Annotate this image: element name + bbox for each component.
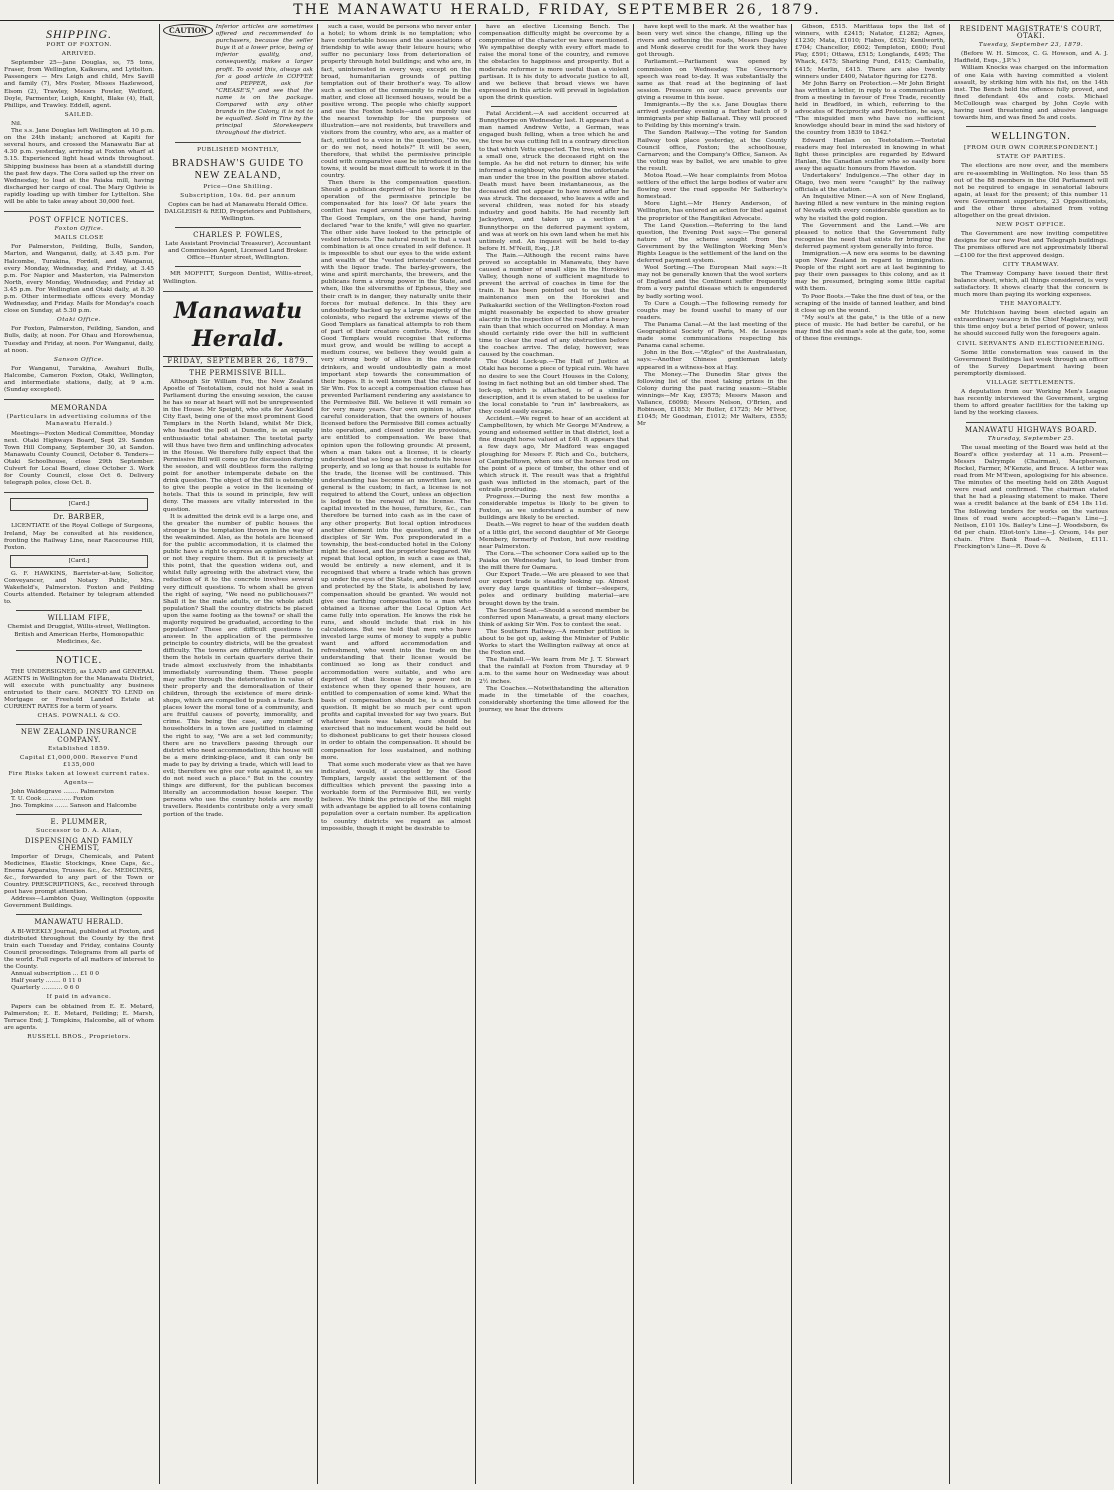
issue-dateline: FRIDAY, SEPTEMBER 26, 1879.	[163, 356, 313, 367]
highways-board-text: The usual meeting of the Board was held at the Board's office yesterday at 11 a.m. Present—Messrs Dalrymple (Chairman), Macpherson, Rockel, Farmer, M'Kenzie, and Bruce. A letter was read from Mr M'Ewen, apologising for his absence. The minutes of the meeting held on 28th August were read and confirmed. The chairman stated that he had a pleasing statement to make. There was a credit balance at the bank of £54 18s 11d. The following tenders for works on the various lines of road were accepted:—Fagan's Line—J. Neilson, £101 10s. Bailey's Line—J. Woodsborn, 6s 6d per chain. Eliot-ton's Line—J. Orsom, 14s per chain. Fitre Bank Road—A. Neilson, £111. Freckington's Line—R. Dove &	[954, 444, 1108, 550]
divider	[966, 422, 1096, 423]
insurance-agents-label: Agents—	[63, 779, 95, 786]
column-rule	[791, 24, 792, 1484]
masthead	[0, 0, 1114, 21]
divider	[16, 814, 142, 815]
foxton-mails-text: For Palmerston, Feilding, Bulls, Sandon, Marton, and Wanganui, daily, at 3.45 p.m. For Halcombe, Turakina, Fordell, and Wanganui, every Monday, Wednesday, and Friday, at 3.45 p.m. For Napier and Masterton, via Palmerston North, every Monday, Wednesday, and Friday at 3.45 p.m. For Wellington and Otaki daily, at 8.30 p.m. Other intermediate offices every Monday Wednesday, and Friday. Mails for Monday's coach close on Sunday, at 5.30 p.m.	[4, 244, 154, 315]
article-paragraph: It is admitted the drink evil is a large one, and the greater the number of public houses the stronger is the temptation thrown in the way of the weakminded. Also, as the hotels are licensed for the public accommodation, it is claimed the public have a right to express an opinion whether or not they require them. But it is precisely at this point, that the question widens out, and whilst fully agreeing with the abstract view, the reduction of it to the concrete involves several very difficult questions. To whom shall be given the right of saying, "We need no publichouses?" Shall it be the male adults, or the whole adult population? Shall the country districts be placed upon the same footing as the towns? or shall the majority required be graduated, according to the population? These are difficult questions to answer. In the application of the permissive principle to country districts, will be the greatest difficulty. The towns are differently situated. In them the hotels in certain quarters derive their trade almost exclusively from the inhabitants immediately surrounding them. These people may suffer through the deterioration in value of their property and the demoralisation of their children, through the existence of mere drink-shops, which are compelled to push a trade. Such places lower the moral tone of a community, and are fruitful causes of poverty, immorality, and crime. This being the case, any number of householders in a town are justified in claiming the right to say, "We are a set led community; there are no travellers passing through our district who need accommodation; this house will be a mere drinking-place, and it can only be made to pay by driving a trade, which will lead to evil; therefore we give our vote against it, as we do not need such a place." But in the country things are different, for the publican becomes literally an accommodation house keeper. The persons who use the country hotels are mostly travellers. Residents contribute only a very small portion of the trade.	[163, 513, 313, 818]
plummer-name: E. PLUMMER,	[50, 818, 108, 827]
post-office-section: NEW POST OFFICE.	[995, 222, 1067, 229]
plummer-sub: Successor to D. A. Allan,	[36, 828, 122, 835]
moffitt-text: MR MOFFITT, Surgeon Dentist, Willis-street, Wellington.	[163, 271, 313, 285]
herald-subscription-note: If paid in advance.	[46, 994, 112, 1001]
news-item: The Land Question.—Referring to the land question, the Evening Post says:—The general nature of the scheme sought from the Government by the Wellington Working Men's Rights League is the settlement of the land on the deferred payment system.	[637, 222, 787, 265]
bradshaw-copies: Copies can be had at Manawatu Herald Office.	[168, 201, 308, 208]
tramway-section: CITY TRAMWAY.	[1002, 261, 1060, 268]
herald-signature: RUSSELL BROS., Proprietors.	[27, 1033, 131, 1040]
bradshaw-heading: BRADSHAW'S GUIDE TO NEW ZEALAND,	[172, 157, 304, 181]
news-item: Immigration.—A new era seems to be dawning upon New Zealand in regard to immigration. People of the right sort are at last beginning to pay their own passages to this colony, and as it may be presumed, bringing some little capital with them.	[795, 251, 945, 293]
divider	[16, 650, 142, 651]
insurance-agent: John Waldegrave ........ Palmerston	[11, 789, 114, 796]
news-item: The Panama Canal.—At the last meeting of the Geographical Society of Paris, M. de Lesseps made some communications respecting his Panama canal scheme.	[637, 321, 787, 350]
tramway-text: The Tramway Company have issued their first balance sheet, which, all things considered, is very satisfactory. It shows clearly that the concern is much more than paying its working expenses.	[954, 270, 1108, 298]
news-item: To Poor Boots.—Take the fine dust of tea, or the scraping of the inside of tanned leather, and bind it close up on the wound.	[795, 293, 945, 314]
divider	[175, 266, 301, 267]
otaki-mails-text: For Foxton, Palmerston, Feilding, Sandon, and Bulls, daily, at noon. For Ohau and Horowhenua, Tuesday and Friday, at noon. For Wanganui, daily, at noon.	[4, 326, 154, 354]
fowles-name: CHARLES P. FOWLES,	[193, 231, 283, 240]
insurance-heading: NEW ZEALAND INSURANCE COMPANY.	[20, 728, 138, 744]
memoranda-heading: MEMORANDA	[50, 404, 108, 413]
card-label: [Card.]	[10, 498, 148, 511]
article-paragraph: have an elective Licensing Bench. The compensation difficulty might be overcome by a compromise of the character we have mentioned. We sympathise deeply with every effort made to raise the moral tone of the country, and remove the obstacles to happiness and prosperity. But a moderate reformer is more useful than a violent partisan. It is his duty to advocate justice to all, and we believe that broad views we have expressed in this article will prevail in legislation upon the drink question.	[479, 24, 629, 101]
article-paragraph: That some such moderate view as that we have indicated, would, if accepted by the Good Templars, largely assist the settlement of the difficulties which prevent the passing into a workable form of the Permissive Bill, we verily believe. We think the principle of the Bill might with advantage be applied to all towns containing population over a certain number. Its application to country districts we regard as almost impossible, though it might be desirable to	[321, 761, 471, 832]
court-text: William Knocks was charged on the information of one Kaia with having committed a violent assault, by striking him with his fist, on the 14th inst. The Bench held the offence fully proved, and fined defendant 40s and costs. Michael McCollough was charged by John Coyle with having used threatening and abusive language towards him, and was fined 5s and costs.	[954, 65, 1108, 122]
highways-board-date: Thursday, September 25.	[987, 435, 1075, 442]
column-3	[321, 24, 471, 1484]
sanson-office-heading: Sanson Office.	[53, 356, 105, 363]
column-1	[4, 24, 154, 1484]
news-item: The Rainfall.—We learn from Mr J. T. Stewart that the rainfall at Foxton from Thursday at 9 a.m. to the same hour on Wednesday was about 2½ inches.	[479, 657, 629, 685]
news-item: Gibson, £515. Marittaua tops the list of winners, with £2415; Natator, £1282; Agnes, £1230; Mata, £1010; Flabos, £632; Kenilworth, £704; Chancellor, £602; Templeton, £600; Foul Play, £591; Ottawa, £515; Longlands, £495; The Whack, £475; Sharking Fund, £415; Camballo, £415; Merlin, £415. There are also twenty winners under £400, Natator figuring for £278.	[795, 24, 945, 80]
article-heading: THE PERMISSIVE BILL.	[189, 368, 287, 377]
news-item: Death.—We regret to hear of the sudden death of a little girl, the second daughter of Mr George Membery, formerly of Foxton, but now residing near Palmerston.	[479, 522, 629, 550]
fowles-text: Late Assistant Provincial Treasurer), Accountant and Commission Agent, Licensed Land Broker. Office—Hunter street, Wellington.	[165, 241, 311, 262]
insurance-capital: Capital £1,000,000. Reserve Fund £135,000	[19, 754, 139, 768]
column-2	[163, 24, 313, 1484]
news-item: The Otaki Lock-up.—The Hall of Justice at Otaki has become a piece of typical ruin. We have no desire to see the Court Houses in the Colony, losing in fact nothing but an old timber shed. The lock-up, which is attached, is of a similar description, and it is even stated to be useless for the local constable to "run in" lawbreakers, as they could easily escape.	[479, 359, 629, 415]
insurance-agent: T. U. Cook ............... Foxton	[11, 796, 94, 803]
notice-heading: NOTICE.	[55, 654, 103, 666]
herald-subscription-annual: Annual subscription ... £1 0 0	[11, 971, 99, 978]
column-rule	[633, 24, 634, 1484]
article-paragraph: Although Sir William Fox, the New Zealand Apostle of Teetotalism, could not hold a seat in Parliament during the ensuing session, the cause he has so near at heart will not be unrepresented in the House. Mr Speight, who sits for Auckland City East, being one of the most prominent Good Templars in the North Island, whilst Mr Dick, who headed the poll at Dunedin, is an equally enthusiastic total abstainer. The teetotal party will thus have two firm and unflinching advocates in the House. We therefore fully expect that the Permissive Bill will come up for discussion during the session, and will doubtless form the rallying point for another intemperate debate on the drink question. The object of the Bill is ostensibly to give the people a voice in the licensing of hotels. That this is sound in principle, few will deny. The masses are vitally interested in the question.	[163, 378, 313, 513]
news-item: The Southern Railway.—A member petition is about to be got up, asking the Minister of Public Works to start the Wellington railway at once at the Foxton end.	[479, 628, 629, 657]
news-item: Immigrants.—By the s.s. Jane Douglas there arrived yesterday evening a further batch of 9 immigrants per ship Ballaraat. They will proceed to Feilding by this morning's train.	[637, 102, 787, 130]
shipping-heading: SHIPPING.	[46, 27, 112, 41]
wellington-heading: WELLINGTON.	[991, 131, 1071, 143]
foxton-office-heading: Foxton Office.	[54, 226, 104, 233]
herald-subscription-half: Half yearly ........ 0 11 0	[11, 978, 82, 985]
court-date: Tuesday, September 23, 1879.	[978, 42, 1084, 49]
herald-subscription-quarter: Quarterly ........... 0 6 0	[11, 985, 80, 992]
divider	[491, 106, 617, 107]
fife-text: Chemist and Druggist, Willis-street, Wellington. British and American Herbs, Homœopathic Medicines, &c.	[7, 624, 151, 645]
news-item: Undertakers' Indulgence.—The other day in Otago, two men were "caught" by the railway officials at the station.	[795, 172, 945, 194]
shipping-notes: The s.s. Jane Douglas left Wellington at 10 p.m. on the 24th instant; anchored at Kapiti for several hours, and crossed the Manawatu Bar at 4.30 p.m. yesterday, arriving at Foxton wharf at 5.15. Experienced light head winds throughout. Shipping business has been at a standstill during the past few days. The Cora sailed up the river on Wednesday, to load at the Paiaka mill, having discharged her cargo of coal. The Mary Ogilvie is rapidly loading up with timber for Lyttelton. She will be able to take away about 30,000 feet.	[4, 128, 154, 205]
column-5	[637, 24, 787, 1484]
insurance-established: Established 1859.	[47, 745, 111, 752]
column-rule	[317, 24, 318, 1484]
wellington-sub: [FROM OUR OWN CORRESPONDENT.]	[964, 145, 1098, 152]
news-item: The Government and the Land.—We are pleased to notice that the Government fully recognise the need that exists for bringing the deferred payment system generally into force.	[795, 222, 945, 250]
caution-badge: CAUTION	[163, 24, 213, 37]
newspaper-nameplate: Manawatu Herald.	[173, 297, 303, 352]
divider	[163, 291, 313, 292]
column-rule	[949, 24, 950, 1484]
divider	[16, 724, 142, 725]
village-section: VILLAGE SETTLEMENTS.	[986, 380, 1076, 387]
memoranda-sub: (Particulars in advertising columns of the Manawatu Herald.)	[6, 414, 152, 428]
news-item: Progress.—During the next few months a considerable impetus is likely to be given to Foxton, as we understand a number of new buildings are likely to be erected.	[479, 494, 629, 522]
news-item: More Light.—Mr Henry Anderson, of Wellington, has entered an action for libel against the proprietor of the Rangitikei Advocate.	[637, 201, 787, 222]
port-heading: PORT OF FOXTON.	[46, 42, 112, 48]
mails-close-label: MAILS CLOSE	[54, 235, 104, 242]
divider	[175, 142, 301, 143]
bradshaw-frequency: PUBLISHED MONTHLY,	[196, 146, 280, 153]
news-item: Our Export Trade.—We are pleased to see that our export trade is steadily looking up. Almost every day large quantities of timber—sleepers, poles and ordinary building material—are brought down by the train.	[479, 572, 629, 607]
divider	[4, 492, 154, 493]
news-item: Wool Sorting.—The European Mail says:—It may not be generally known that the wool sorters of England and the Continent suffer frequently from a very painful disease which is engendered by badly sorting wool.	[637, 265, 787, 300]
sailed-label: SAILED.	[64, 111, 94, 118]
plummer-text: Importer of Drugs, Chemicals, and Patent Medicines, Elastic Stockings, Knee Caps, &c., Enema Apparatus, Trusses &c., &c. MEDICINES, &c., forwarded to any part of the Town or Country. PRESCRIPTIONS, &c., received through post have prompt attention.	[4, 853, 154, 896]
notice-text: THE UNDERSIGNED, as LAND and GENERAL AGENTS in Wellington for the Manawatu District, will execute with punctuality any business entrusted to their care. MONEY TO LEND on Mortgage or Freehold Landed Estate at CURRENT RATES for a term of years.	[4, 668, 154, 711]
column-rule	[159, 24, 160, 1484]
divider	[4, 211, 154, 212]
village-text: A deputation from our Working Men's League has recently interviewed the Government, urging them to afford greater facilities for the taking up land by the working classes.	[954, 389, 1108, 417]
sailed-text: Nil.	[11, 120, 22, 127]
bradshaw-signature: DALGLEISH & REID, Proprietors and Publishers, Wellington.	[164, 208, 312, 222]
post-office-text: The Government are now inviting competitive designs for our new Post and Telegraph buildings. The premises offered are not approximately liberal—£100 for the first approved design.	[954, 231, 1108, 259]
news-item: The Coaches.—Notwithstanding the alteration made in the timetable of the coaches, considerably shortening the time allowed for the journey, we hear the drivers	[479, 685, 629, 713]
memoranda-text: Meetings—Foxton Medical Committee, Monday next. Otaki Highways Board, Sept 29. Sandon Town Hill Company, September 30, at Sandon. Manawatu County Council, October 6. Tenders—Otaki Schoolhouse, close 29th September. Culvert for Local Board, close October 3. Work for County Council, close Oct 6. Delivery telegraph poles, close Oct. 8.	[4, 430, 154, 487]
article-paragraph: such a case, would be persons who never enter a hotel; to whom drink is no temptation; who have comfortable houses and the associations of friendship to wile away their leisure hours; who suffer no pecuniary loss from deterioration of property through hotel buildings; and who are, in fact, uninterested in every way, except on the broad, humanitarian grounds of putting temptation out of their brother's way. To allow such a section of the community to rule in the matter, and close all licensed houses, would be a positive wrong. The people who chiefly support and use the Foxton hotels—and we merely use the nearest township for the purposes of illustration—are not residents, but travellers and visitors from the country, who are, as a matter of fact, entitled to a voice in the question, "Do we, or do we not, need hotels?" It will be seen, therefore, that whilst the permissive principle could with comparative ease be introduced in the towns, it would be most difficult to work it in the country.	[321, 24, 471, 179]
highways-board-heading: MANAWATU HIGHWAYS BOARD.	[964, 425, 1098, 434]
column-rule	[475, 24, 476, 1484]
article-paragraph: Then there is the compensation question. Should a publican deprived of his license by the operation of the permissive principle be compensated for his loss? Of late years the conflict has raged around this particular point. The Good Templars, on the one hand, having declared "war to the knife," will give no quarter. The other side have looked to the principle of vested interests. The natural result is that a vast combination is at once created in self defence. It is impossible to shut our eyes to the wide extent and wealth of the "vested interests" connected with the liquor trade. The barley-growers, the wine and spirit merchants, the brewers, and the publicans form a strong power in the State, and when, like the silversmiths of Ephesus, they see their craft is in danger, they naturally unite their forces for mutual defence. In this they are undoubtedly backed up by a large majority of the colonists, who regard the extreme views of the Good Templars as fanatical attempts to rob them of part of their creature comforts. Now, if the Good Templars would recognise that reforms must grow, and would be willing to accept a medium course, we believe they would gain a very strong body of allies in the moderate drinkers, and would undoubtedly gain a most important step towards the consummation of their hopes. It is well known that the refusal of Sir Wm. Fox to accept a compensation clause has prevented Parliament rendering any assistance to the Permissive Bill. We believe it will remain so for very many years. Our own opinion is, after careful consideration, that the owners of houses licensed before the Permissive Bill comes actually into operation, and closed under its provisions, are entitled to compensation. We base that opinion upon the following grounds: At present, when a man takes out a license, it is clearly understood that so long as he conducts his house properly, and so long as that house is suitable for the trade, the license will be continued. This understanding has become an unwritten law, so general is the custom; in fact, a license is not required to attend the Court, unless an objection is lodged to the renewal of his license. The capital invested in the house, furniture, &c., can therefore be turned into cash as in the case of any other property. But local option introduces another element into the question, and if the disciples of Sir Wm. Fox preponderated in a township, the best-conducted hotel in the Colony might be closed, and the proprietor beggared. We repeat that local option, in such a case as that, would be entirely a new element, and it is recognised that where a trade which has grown up under the eyes of the State, and been fostered and protected by the State, is abolished by law, compensation should be granted. We would not give one farthing compensation to a man who obtained a license after the Local Option Act came fully into operation. He knows the risk he runs, and should include that risk in his calculations. But we hold that men who have invested large sums of money to supply a public want and afford accommodation and refreshment, who went into the trade on the understanding that their license would be continued so long as their conduct and accommodation were suitable, and who are deprived of that license by a power not in existence when they opened their houses, are entitled to compensation of some kind. What the basis of compensation should be, is a difficult question. It might be so much per cent upon profits and capital invested for say two years. But whatever basis was taken, care should be exercised that no inducement would be held out to dishonest publicans to get their houses closed in order to obtain the compensation. It should be compensation for loss sustained, and nothing more.	[321, 180, 471, 761]
herald-ad-text: A BI-WEEKLY Journal, published at Foxton, and distributed throughout the County by the first train each Tuesday and Friday, contains County Council proceedings. Telegrams from all parts of the world. Full reports of all matters of interest to the County.	[4, 928, 154, 971]
news-item: An Inquisitive Miner.—A son of New England, having filled a new venture in the mining region of Nevada with every considerable question as to why he visited the gold region.	[795, 194, 945, 222]
civil-servants-text: Some little consternation was caused in the Government Buildings last week through an officer of the Survey Department having been peremptorily dismissed.	[954, 349, 1108, 377]
bradshaw-price: Price—One Shilling.	[203, 183, 273, 190]
news-item: Motoa Road.—We hear complaints from Motoa settlers of the effect the large bodies of water are flowing over the road opposite Mr Satherley's homestead.	[637, 172, 787, 201]
bradshaw-subscription: Subscription, 10s. 6d. per annum	[180, 192, 296, 199]
civil-servants-section: CIVIL SERVANTS AND ELECTIONEERING.	[956, 340, 1105, 347]
page-columns	[4, 24, 1110, 1484]
post-office-heading: POST OFFICE NOTICES.	[29, 216, 129, 225]
wellington-text: The elections are now over, and the members are re-assembling in Wellington. No less than 55 out of the 88 members in the Old Parliament will not be required to engage in senatorial labours again, at least for the present; of this number 11 were Government supporters, 23 Oppositionists, and the other three abstained from voting altogether on the great division.	[954, 163, 1108, 220]
news-item: Fatal Accident.—A sad accident occurred at Bunnythorpe on Wednesday last. It appears that a man named Andrew Vette, a German, was engaged bush felling, when a tree which he and the tree he was cutting fell in a contrary direction to that which Vette expected. The tree, which was a small one, struck the deceased right on the temple. As he did not return to dinner, his wife informed a neighbour, who found the unfortunate man under the tree in the position above stated. Death must have been instantaneous, as the deceased did not appear to have moved after he was struck. The deceased, who leaves a wife and several children, was noted for his steady industry and good habits. He had recently left Jacksytown, and taken up a section at Bunnythorpe on the deferred payment system, and was at work on his own land when he met his untimely end. An inquest will be held to-day before H. M'Neill, Esq., J.P.	[479, 111, 629, 252]
herald-ad-heading: MANAWATU HERALD.	[34, 918, 124, 927]
column-7	[954, 24, 1108, 1484]
card-label: [Card.]	[10, 555, 148, 568]
news-item: John in the Box.—"Ægles" of the Australasian, says:—Another Chinese gentleman lately appeared in a witness-box at Hay.	[637, 350, 787, 371]
news-item: Accident.—We regret to hear of an accident at Campbelltown, by which Mr George M'Andrew, a young and esteemed settler in that district, lost a fine draught horse valued at £40. It appears that a few days ago, Mr Madford was engaged ploughing for Messrs F. Rich and Co., butchers, of Campbelltown, when one of the horses trod on the point of a piece of timber, the other end of which struck it. The result was that a frightful gash was inflicted in the stomach, part of the entrails protruding.	[479, 416, 629, 493]
herald-agents: Papers can be obtained from E. E. Metard, Palmerston; E. E. Metard, Feilding; E. Marsh, Terrace End; J. Tompkins, Halcombe, all of whom are agents.	[4, 1003, 154, 1031]
masthead-title: THE MANAWATU HERALD, FRIDAY, SEPTEMBER 26, 1879.	[293, 2, 821, 18]
column-6	[795, 24, 945, 1484]
news-item: The Second Seat.—Should a second member be conferred upon Manawatu, a great many electors think of asking Sir Wm. Fox to contest the seat.	[479, 607, 629, 628]
plummer-address: Address—Lambton Quay, Wellington (opposite Government Buildings.	[4, 896, 154, 910]
court-bench: (Before W. H. Simcox, C. G. Howson, and A. J. Hadfield, Esqs., J.P.'s.)	[954, 51, 1108, 65]
news-item: The Rain.—Although the recent rains have proved so acceptable in Manawatu, they have caused a number of small slips in the Horokiwi Valley, though none of sufficient magnitude to prevent the arrival of coaches in time for the train. It has been pointed out to us that the maintenance men on the Horokiwi and Paikakariki section of the Wellington-Foxton road might reasonably be expected to show greater alacrity in the inspection of the road after a heavy rain than that which occurred on Monday. A man should certainly ride over the hill in sufficient time to clear the road of any obstruction before the coaches arrive. The delay, however, was caused by the coachman.	[479, 252, 629, 359]
otaki-office-heading: Otaki Office.	[56, 317, 102, 324]
fife-name: WILLIAM FIFE,	[47, 614, 111, 623]
divider	[4, 399, 154, 400]
news-item: Edward Hanlan on Teetotalism.—Teetotal readers may feel interested in knowing in what light these principles are regarded by Edward Hanlan, the Canadian sculler who so easily bore away the aquatic honours from Hawdon.	[795, 137, 945, 172]
caution-text: Inferior articles are sometimes offered and recommended to purchasers, because the seller buys it at a lower price, being of inferior quality, and, consequently, makes a larger profit. To avoid this, always ask for a good article in COFFEE and PEPPER, ask for "CREASE'S," and see that the name is on the package. Compared with any other brands in the Colony, it is not to be equalled. Sold in Tins by the principal Storekeepers throughout the district.	[215, 24, 313, 137]
news-item: The Sandon Railway.—The voting for Sandon Railway took place yesterday, at the County Council office, Foxton; the schoolhouse, Carnarvon; and the Company's Office, Sanson. As the voting was by ballot, we are unable to give the result.	[637, 130, 787, 172]
hawkins-text: G. F. HAWKINS, Barrister-at-law, Solicitor, Conveyancer, and Notary Public, Mrs. Wakefield's, Palmerston. Foxton and Feilding Courts attended. Retainer by telegram attended to.	[4, 570, 154, 606]
divider	[175, 227, 301, 228]
arrived-label: ARRIVED.	[61, 51, 97, 58]
caution-ad	[163, 24, 313, 138]
divider	[966, 126, 1096, 127]
news-item: The Money.—The Dunedin Star gives the following list of the most taking prizes in the Colony during the past racing season:—Stable winnings—Mr Kay, £9575; Messrs Mason and Vallance, £6098; Messrs Nelson, O'Brien, and Robinson, £1853; Mr Butler, £1725; Mr M'Ivor, £1045; Mr Goodman, £1012; Mr Walters, £555; Mr	[637, 371, 787, 428]
news-item: have kept well to the mark. At the weather has been very wet since the change, filling up the rivers and softening the roads, Messrs Dagaley and Monk deserve credit for the work they have got through.	[637, 24, 787, 59]
arrived-text: September 25—Jane Douglas, ss, 75 tons, Fraser, from Wellington, Kaikoura, and Lyttelton. Passengers — Mrs Leigh and child, Mrs Savill and family (7), Mrs Foster, Misses Hazlewood, Elsom (2), Trawley, Messrs Fowler, Wetford, Doyle, Parmenter, Leigh, Knight, Blake (4), Hall, Phillips, and Trawley. Eddell, agent.	[4, 60, 154, 109]
insurance-fire: Fire Risks taken at lowest current rates.	[8, 770, 150, 777]
mayoralty-text: Mr Hutchison having been elected again an extraordinary vacancy in the Chief Magistracy, will this time enjoy but a brief period of power, unless he should succeed fully won the foregoers again.	[954, 310, 1108, 338]
barber-name: Dr. BARBER,	[53, 513, 105, 522]
barber-text: LICENTIATE of the Royal College of Surgeons, Ireland, May be consulted at his residence, fronting the Railway Line, near Racecourse Hill, Foxton.	[4, 523, 154, 551]
news-item: "My soul's at the gate," is the title of a new piece of music. He had better be careful, or he may find the old man's sole at the gate, too, some of these fine evenings.	[795, 314, 945, 343]
mayoralty-section: THE MAYORALTY.	[999, 301, 1063, 308]
plummer-heading: DISPENSING AND FAMILY CHEMIST,	[24, 836, 134, 852]
news-item: The Cora.—The schooner Cora sailed up to the Paiaka on Wednesday last, to load timber from the mill there for Oamaru.	[479, 550, 629, 572]
news-item: Mr John Barry on Protection.—Mr John Bright has written a letter, in reply to a communication from a meeting in favour of Free Trade, recently held in Bradford, in which, referring to the advocates of Reciprocity and Protection, he says, "The misguided men who have no sufficient knowledge should bear in mind the sad history of the country from 1839 to 1842."	[795, 80, 945, 137]
wellington-section: STATE OF PARTIES.	[996, 154, 1066, 161]
court-heading: RESIDENT MAGISTRATE'S COURT, OTAKI.	[959, 25, 1103, 41]
notice-signature: CHAS. POWNALL & CO.	[37, 713, 121, 720]
column-4	[479, 24, 629, 1484]
news-item: Parliament.—Parliament was opened by commission on Wednesday. The Governor's speech was read to-day. It was substantially the same as that read at the beginning of last session. Pressure on our space prevents our giving a resume in this issue.	[637, 59, 787, 101]
news-item: To Cure a Cough.—The following remedy for coughs may be found useful to many of our readers.	[637, 300, 787, 321]
divider	[16, 610, 142, 611]
divider	[16, 914, 142, 915]
insurance-agent: Jno. Tompkins ....... Sanson and Halcombe	[11, 803, 137, 810]
sanson-mails-text: For Wanganui, Turakina, Awahuri Bulls, Halcombe, Cameron Foxton, Otaki, Wellington, and intermediate stations, daily, at 9 a.m. (Sunday excepted).	[4, 365, 154, 394]
